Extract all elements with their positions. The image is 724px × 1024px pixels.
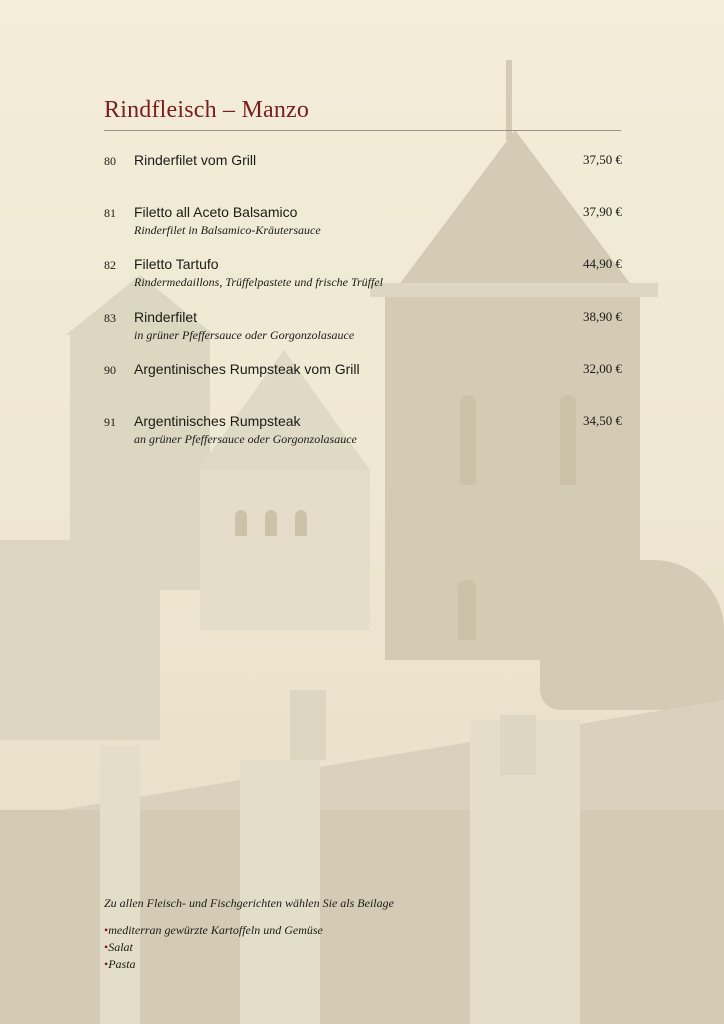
- list-item: [104, 939, 323, 956]
- item-description: Rindermedaillons, Trüffelpastete und frische Trüffel: [134, 275, 383, 289]
- list-item: [104, 956, 323, 973]
- item-name: Argentinisches Rumpsteak vom Grill: [134, 361, 360, 377]
- item-number: 83: [104, 311, 116, 325]
- item-name: Filetto Tartufo: [134, 256, 219, 272]
- bullet-icon: •: [104, 957, 109, 971]
- item-description: in grüner Pfeffersauce oder Gorgonzolasauce: [134, 328, 355, 342]
- item-name: Rinderfilet: [134, 309, 198, 325]
- item-number: 91: [104, 415, 116, 429]
- item-name: Filetto all Aceto Balsamico: [134, 204, 298, 220]
- list-item: [104, 922, 323, 939]
- side-dish-list: [104, 922, 323, 973]
- item-price: 44,90 €: [583, 256, 622, 271]
- item-number: 90: [104, 363, 116, 377]
- item-price: 37,90 €: [583, 204, 622, 219]
- side-dish-label: Salat: [108, 940, 133, 954]
- item-price: 37,50 €: [583, 152, 622, 167]
- item-name: Rinderfilet vom Grill: [134, 152, 257, 168]
- item-number: 80: [104, 154, 116, 168]
- side-dish-note: Zu allen Fleisch- und Fischgerichten wählen Sie als Beilage: [104, 896, 394, 910]
- item-price: 32,00 €: [583, 361, 622, 376]
- title-divider: [104, 130, 621, 131]
- item-number: 82: [104, 258, 116, 272]
- side-dish-label: Pasta: [108, 957, 136, 971]
- item-price: 38,90 €: [583, 309, 622, 324]
- bullet-icon: •: [104, 940, 109, 954]
- item-description: an grüner Pfeffersauce oder Gorgonzolasauce: [134, 432, 357, 446]
- item-description: Rinderfilet in Balsamico-Kräutersauce: [134, 223, 321, 237]
- side-dish-label: mediterran gewürzte Kartoffeln und Gemüse: [108, 923, 323, 937]
- item-price: 34,50 €: [583, 413, 622, 428]
- section-title: Rindfleisch – Manzo: [104, 97, 310, 123]
- item-name: Argentinisches Rumpsteak: [134, 413, 301, 429]
- bullet-icon: •: [104, 923, 109, 937]
- item-number: 81: [104, 206, 116, 220]
